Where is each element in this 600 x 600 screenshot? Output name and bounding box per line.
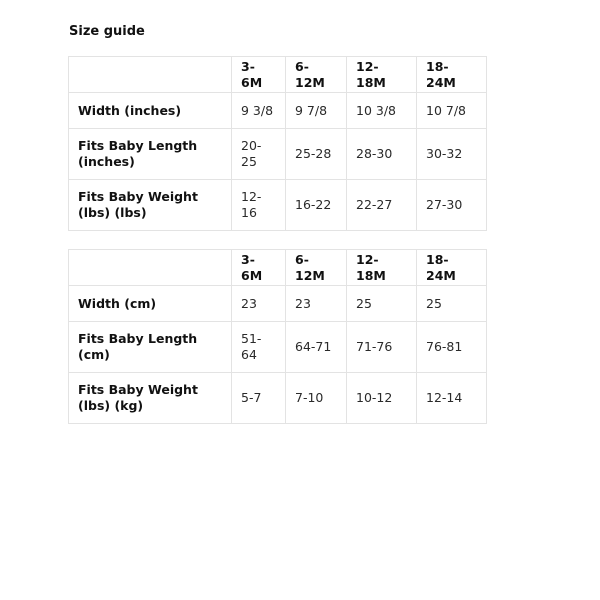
header-cell: 6-12M xyxy=(286,250,347,286)
header-cell: 18-24M xyxy=(417,57,487,93)
table-cell: 20-25 xyxy=(232,129,286,180)
table-cell: 23 xyxy=(232,286,286,322)
row-label: Width (cm) xyxy=(69,286,232,322)
table-cell: 51-64 xyxy=(232,322,286,373)
table-cell: 9 3/8 xyxy=(232,93,286,129)
table-cell: 12-14 xyxy=(417,373,487,424)
row-label: Fits Baby Weight (lbs) (kg) xyxy=(69,373,232,424)
table-cell: 71-76 xyxy=(347,322,417,373)
table-row xyxy=(69,180,487,231)
table-row xyxy=(69,286,487,322)
header-cell: 12-18M xyxy=(347,250,417,286)
size-table-cm xyxy=(68,249,487,424)
row-label: Fits Baby Length (inches) xyxy=(69,129,232,180)
table-cell: 10 7/8 xyxy=(417,93,487,129)
table-cell: 64-71 xyxy=(286,322,347,373)
table-row xyxy=(69,129,487,180)
table-cell: 10-12 xyxy=(347,373,417,424)
header-cell-empty xyxy=(69,250,232,286)
table-cell: 25-28 xyxy=(286,129,347,180)
table-cell: 5-7 xyxy=(232,373,286,424)
row-label: Width (inches) xyxy=(69,93,232,129)
table-cell: 25 xyxy=(347,286,417,322)
header-cell: 3-6M xyxy=(232,57,286,93)
table-cell: 22-27 xyxy=(347,180,417,231)
header-cell: 12-18M xyxy=(347,57,417,93)
table-cell: 10 3/8 xyxy=(347,93,417,129)
table-header-row xyxy=(69,250,487,286)
table-cell: 76-81 xyxy=(417,322,487,373)
table-cell: 12-16 xyxy=(232,180,286,231)
table-cell: 30-32 xyxy=(417,129,487,180)
table-row xyxy=(69,322,487,373)
table-cell: 28-30 xyxy=(347,129,417,180)
table-cell: 27-30 xyxy=(417,180,487,231)
table-cell: 23 xyxy=(286,286,347,322)
row-label: Fits Baby Length (cm) xyxy=(69,322,232,373)
table-cell: 16-22 xyxy=(286,180,347,231)
table-cell: 25 xyxy=(417,286,487,322)
size-table-inches xyxy=(68,56,487,231)
page-title: Size guide xyxy=(69,24,145,39)
table-header-row xyxy=(69,57,487,93)
header-cell: 18-24M xyxy=(417,250,487,286)
header-cell: 6-12M xyxy=(286,57,347,93)
table-cell: 7-10 xyxy=(286,373,347,424)
header-cell-empty xyxy=(69,57,232,93)
table-row xyxy=(69,93,487,129)
table-row xyxy=(69,373,487,424)
header-cell: 3-6M xyxy=(232,250,286,286)
row-label: Fits Baby Weight (lbs) (lbs) xyxy=(69,180,232,231)
table-cell: 9 7/8 xyxy=(286,93,347,129)
